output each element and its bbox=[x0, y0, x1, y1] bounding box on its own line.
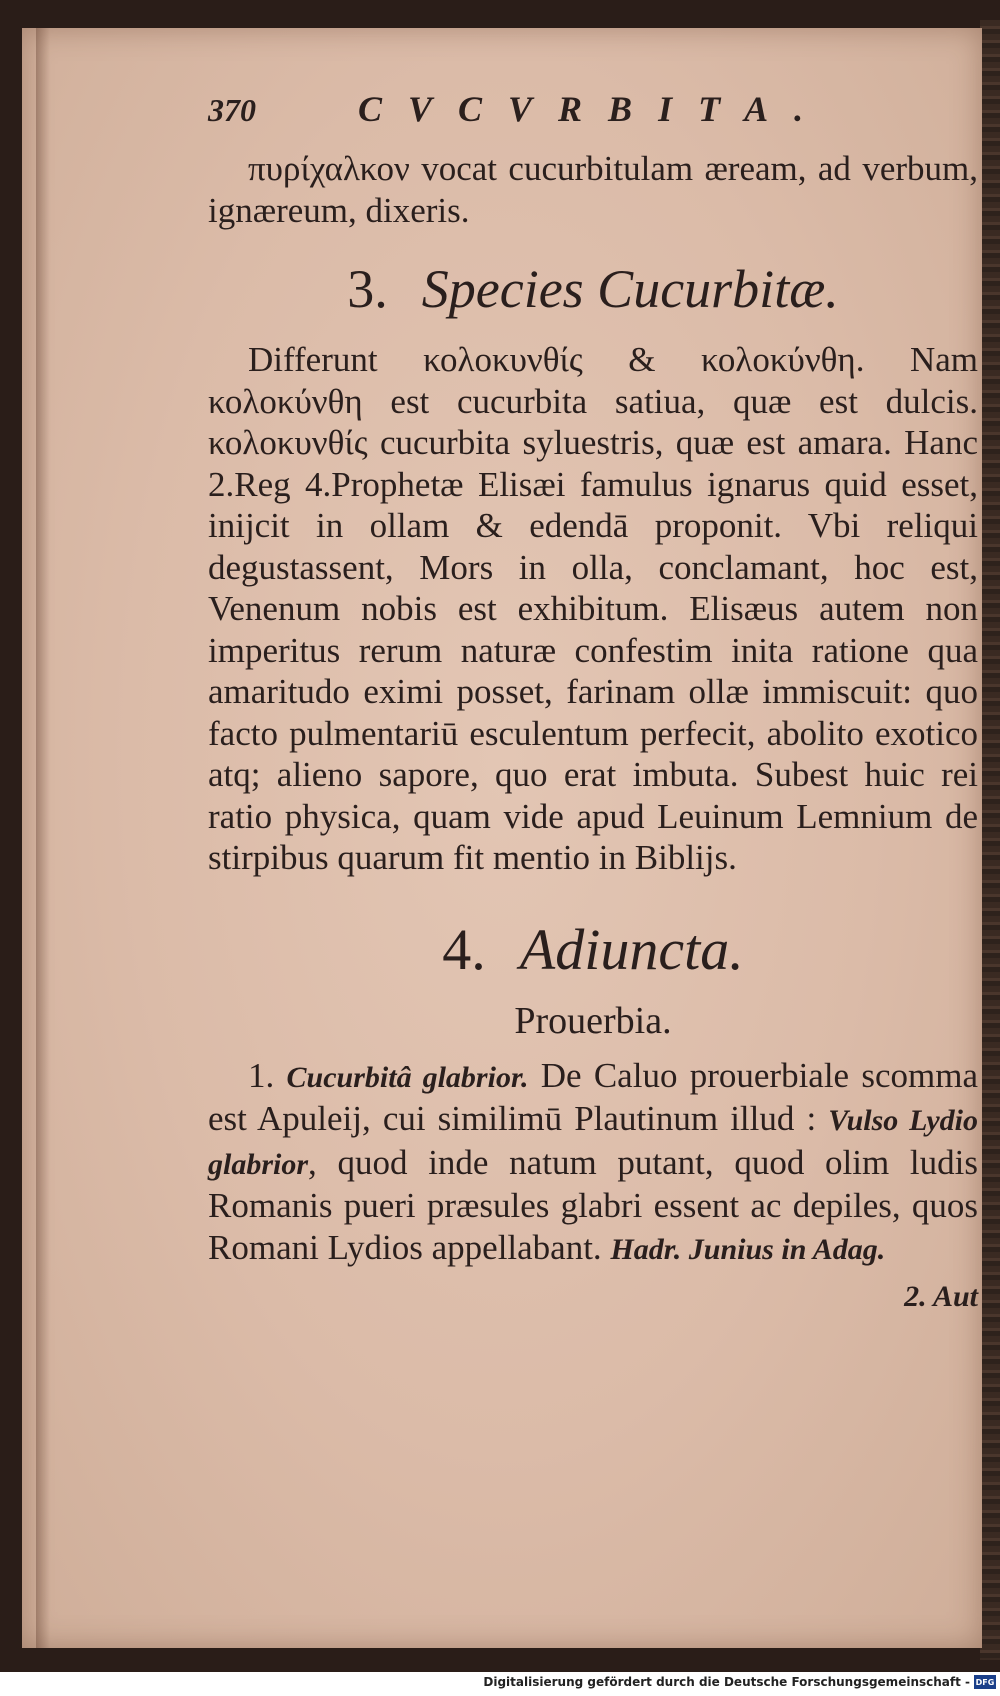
page-header bbox=[208, 88, 978, 148]
paragraph-2: Differunt κολοκυνθίς & κολοκύνθη. Nam κολοκύνθη est cucurbita satiua, quæ est dulcis. κολοκυνθίς cucurbita syluestris, quæ est amara. Hanc 2.Reg 4.Prophetæ Elisæi famulus ignarus quid esset, inijcit in ollam & edendā proponit. Vbi reliqui degustassent, Mors in olla, conclamant, hoc est, Venenum nobis est exhibitum. Elisæus autem non imperitus rerum naturæ confestim inita ratione qua amaritudo eximi posset, farinam ollæ immiscuit: quo facto pulmentariū esculentum perfecit, abolito exotico atq; alieno sapore, quo erat imbuta. Subest huic rei ratio physica, quam vide apud Leuinum Lemnium de stirpibus quarum fit mentio in Biblijs. bbox=[208, 340, 978, 877]
section-title: Species Cucurbitæ. bbox=[421, 259, 839, 319]
proverb-term: Cucurbitâ glabrior. bbox=[286, 1060, 529, 1094]
paragraph-3 bbox=[208, 1055, 978, 1271]
dfg-logo-icon: DFG bbox=[974, 1675, 996, 1689]
entry-number: 1. bbox=[248, 1055, 275, 1095]
page-edge bbox=[980, 20, 1000, 1660]
section-number: 4. bbox=[442, 916, 486, 982]
subheading-prouerbia: Prouerbia. bbox=[514, 999, 672, 1042]
gutter-shadow bbox=[36, 28, 50, 1648]
section-heading-species bbox=[208, 257, 978, 321]
quoted-proverb: Vulso Lydio glabrior bbox=[208, 1104, 978, 1181]
section-title: Adiuncta. bbox=[519, 916, 744, 982]
page-text bbox=[208, 88, 978, 1314]
paragraph-text: De Caluo prouerbiale scomma est Apuleij, cui similimū Plautinum illud : bbox=[208, 1055, 979, 1138]
footer-bar bbox=[0, 1672, 1000, 1696]
running-title: CVCVRBITA. bbox=[358, 89, 830, 129]
section-heading-adiuncta bbox=[208, 915, 978, 985]
reference: Hadr. Junius in Adag. bbox=[610, 1232, 886, 1266]
page-number: 370 bbox=[208, 92, 256, 128]
section-number: 3. bbox=[347, 259, 388, 319]
funding-credit: Digitalisierung gefördert durch die Deutsche Forschungsgemeinschaft - bbox=[483, 1675, 970, 1689]
catchword: 2. Aut bbox=[904, 1280, 978, 1313]
paragraph-1: πυρίχαλκον vocat cucurbitulam æream, ad verbum, ignæreum, dixeris. bbox=[208, 149, 978, 230]
paragraph-text: , quod inde natum putant, quod olim ludis Romanis pueri præsules glabri essent ac depiles, quos Romani Lydios appellabant. bbox=[208, 1142, 978, 1267]
